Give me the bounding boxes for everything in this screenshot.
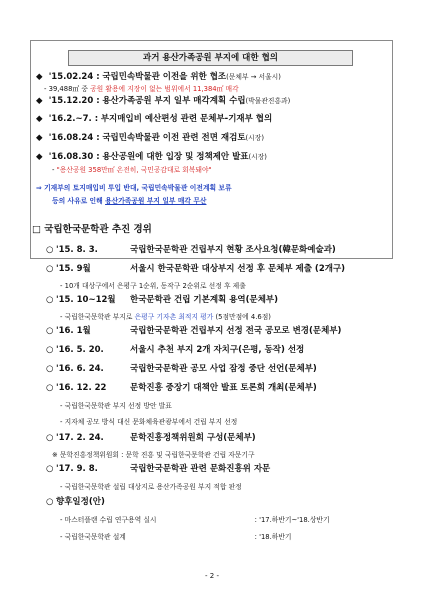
circle-bullet-icon: ○ bbox=[46, 497, 54, 507]
history-item: ○ '17. 9. 8. 국립한국문학관 관련 문화진흥위 자문 bbox=[46, 464, 271, 474]
reference-mark-icon: ※ bbox=[52, 451, 58, 459]
square-bullet-icon: □ bbox=[32, 224, 41, 235]
circle-bullet-icon: ○ bbox=[46, 433, 54, 443]
schedule-item: - 마스터플랜 수립 연구용역 실시 : '17.하반기~'18.상반기 bbox=[60, 516, 330, 524]
history-item: ○ '15. 10~12월 한국문학관 건립 기본계획 용역(문체부) bbox=[46, 295, 279, 305]
history-sub: - 국립한국문학관 부지 선정 방안 발표 bbox=[60, 402, 172, 410]
history-item: ○ '15. 9월 서울시 한국문학관 대상부지 선정 후 문체부 제출 (2개구) bbox=[46, 264, 346, 274]
circle-bullet-icon: ○ bbox=[46, 464, 54, 474]
circle-bullet-icon: ○ bbox=[46, 326, 54, 336]
future-schedule-title: ○ 향후일정(안) bbox=[46, 497, 105, 507]
diamond-bullet-icon: ◆ bbox=[36, 96, 43, 106]
diamond-bullet-icon: ◆ bbox=[36, 114, 43, 124]
box-item-2: ◆ '15.12.20 : 용산가족공원 부지 일부 매각계획 수립(박물관진흥과) bbox=[36, 96, 291, 106]
schedule-item: - 국립한국문학관 설계 : '18.하반기 bbox=[60, 533, 292, 541]
box-item-4: ◆ '16.08.24 : 국립민속박물관 이전 관련 전면 재검토(시장) bbox=[36, 133, 264, 143]
history-sub: - 국립한국문학관 부지로 은평구 기자촌 최적지 평가 (5점만점에 4.6점) bbox=[60, 313, 271, 321]
history-sub: - 10개 대상구에서 은평구 1순위, 동작구 2순위로 선정 후 제출 bbox=[60, 282, 246, 290]
history-note: ※ 문학진흥정책위원회 : 문학 진흥 및 국립한국문학관 건립 자문기구 bbox=[52, 451, 255, 459]
circle-bullet-icon: ○ bbox=[46, 364, 54, 374]
circle-bullet-icon: ○ bbox=[46, 383, 54, 393]
box-conclusion-2: 등의 사유로 인해 용산가족공원 부지 일부 매각 무산 bbox=[52, 197, 207, 205]
circle-bullet-icon: ○ bbox=[46, 264, 54, 274]
history-item: ○ '16. 6. 24. 국립한국문학관 공모 사업 잠정 중단 선언(문체부) bbox=[46, 364, 317, 374]
diamond-bullet-icon: ◆ bbox=[36, 72, 43, 82]
history-sub: - 지자체 공모 방식 대신 문화체육관광부에서 건립 부지 선정 bbox=[60, 418, 238, 426]
double-arrow-icon: ⇒ bbox=[36, 184, 42, 192]
box-sub-2: - "용산공원 358만㎡ 온전히, 국민공감대로 회복돼야" bbox=[52, 166, 212, 174]
history-item: ○ '16. 5. 20. 서울시 추천 부지 2개 자치구(은평, 동작) 선정 bbox=[46, 345, 305, 355]
history-box-title: 과거 용산가족공원 부지에 대한 협의 bbox=[68, 50, 353, 66]
diamond-bullet-icon: ◆ bbox=[36, 133, 43, 143]
circle-bullet-icon: ○ bbox=[46, 245, 54, 255]
diamond-bullet-icon: ◆ bbox=[36, 152, 43, 162]
circle-bullet-icon: ○ bbox=[46, 345, 54, 355]
history-item: ○ '15. 8. 3. 국립한국문학관 건립부지 현황 조사요청(韓문화예술과) bbox=[46, 245, 336, 255]
history-item: ○ '16. 12. 22 문학진흥 중장기 대책안 발표 토론회 개최(문체부) bbox=[46, 383, 317, 393]
box-item-1: ◆ '15.02.24 : 국립민속박물관 이전을 위한 협조(문체부 → 서울시) bbox=[36, 72, 281, 82]
history-sub: - 국립한국문학관 설립 대상지로 용산가족공원 부지 적합 판정 bbox=[60, 483, 242, 491]
history-item: ○ '16. 1월 국립한국문학관 건립부지 선정 전국 공모로 변경(문체부) bbox=[46, 326, 342, 336]
circle-bullet-icon: ○ bbox=[46, 295, 54, 305]
section-title: □ 국립한국문학관 추진 경위 bbox=[32, 224, 152, 235]
box-conclusion-1: ⇒ 기재부의 토지매입비 투입 반대, 국립민속박물관 이전계획 보류 bbox=[36, 184, 232, 192]
box-item-5: ◆ '16.08.30 : 용산공원에 대한 입장 및 정책제안 발표(시장) bbox=[36, 152, 267, 162]
history-item: ○ '17. 2. 24. 문학진흥정책위원회 구성(문체부) bbox=[46, 433, 256, 443]
box-sub-1: - 39,488㎡ 중 공원 활용에 지장이 없는 범위에서 11,384㎡ 매각 bbox=[44, 85, 239, 93]
page-number: - 2 - bbox=[205, 572, 219, 580]
box-item-3: ◆ '16.2.~7. : 부지매입비 예산편성 관련 문체부-기재부 협의 bbox=[36, 114, 273, 124]
